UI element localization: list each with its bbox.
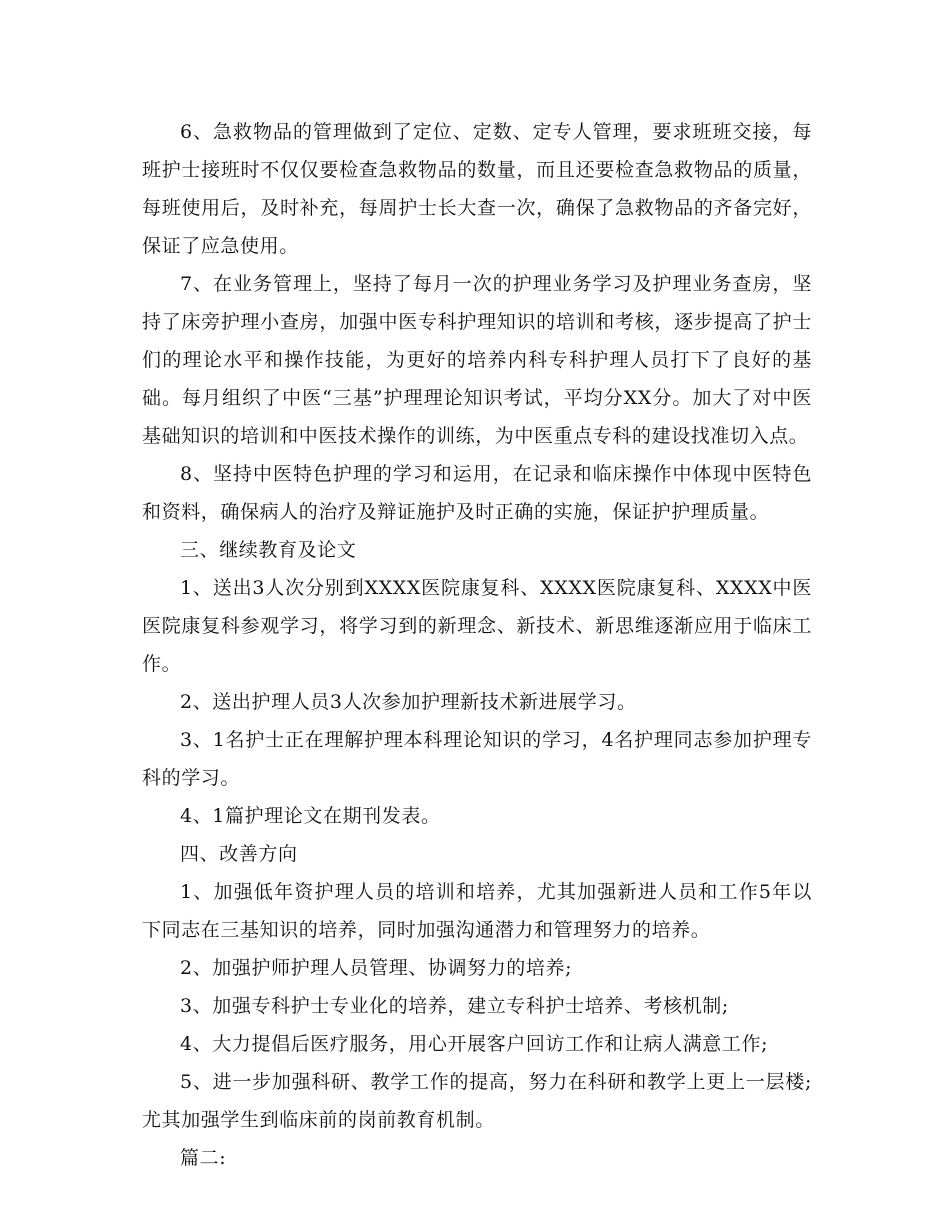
paragraph-improvement-1: 1、加强低年资护理人员的培训和培养，尤其加强新进人员和工作5年以下同志在三基知识的培养，同时加强沟通潜力和管理努力的培养。 — [142, 881, 812, 941]
paragraph-education-4: 4、1篇护理论文在期刊发表。 — [180, 805, 441, 827]
document-body — [142, 113, 812, 1177]
part-two-heading: 篇二: — [180, 1147, 227, 1169]
paragraph-improvement-3: 3、加强专科护士专业化的培养，建立专科护士培养、考核机制; — [180, 995, 729, 1017]
paragraph-education-2: 2、送出护理人员3人次参加护理新技术新进展学习。 — [180, 691, 637, 713]
paragraph-improvement-5: 5、进一步加强科研、教学工作的提高，努力在科研和教学上更上一层楼;尤其加强学生到临床前的岗前教育机制。 — [142, 1071, 812, 1131]
paragraph-improvement-4: 4、大力提倡后医疗服务，用心开展客户回访工作和让病人满意工作; — [180, 1033, 769, 1055]
paragraph-item-6: 6、急救物品的管理做到了定位、定数、定专人管理，要求班班交接，每班护士接班时不仅仅要检查急救物品的数量，而且还要检查急救物品的质量，每班使用后，及时补充，每周护士长大查一次，确保了急救物品的齐备完好，保证了应急使用。 — [142, 121, 812, 257]
paragraph-education-3: 3、1名护士正在理解护理本科理论知识的学习，4名护理同志参加护理专科的学习。 — [142, 729, 812, 789]
paragraph-education-1: 1、送出3人次分别到XXXX医院康复科、XXXX医院康复科、XXXX中医医院康复科参观学习，将学习到的新理念、新技术、新思维逐渐应用于临床工作。 — [142, 577, 812, 675]
section-heading-improvement: 四、改善方向 — [180, 843, 298, 865]
section-heading-continuing-education: 三、继续教育及论文 — [180, 539, 357, 561]
paragraph-improvement-2: 2、加强护师护理人员管理、协调努力的培养; — [180, 957, 573, 979]
paragraph-item-8: 8、坚持中医特色护理的学习和运用，在记录和临床操作中体现中医特色和资料，确保病人的治疗及辩证施护及时正确的实施，保证护护理质量。 — [142, 463, 812, 523]
paragraph-item-7: 7、在业务管理上，坚持了每月一次的护理业务学习及护理业务查房，坚持了床旁护理小查房，加强中医专科护理知识的培训和考核，逐步提高了护士们的理论水平和操作技能，为更好的培养内科专科护理人员打下了良好的基础。每月组织了中医“三基”护理理论知识考试，平均分XX分。加大了对中医基础知识的培训和中医技术操作的训练，为中医重点专科的建设找准切入点。 — [142, 273, 812, 447]
